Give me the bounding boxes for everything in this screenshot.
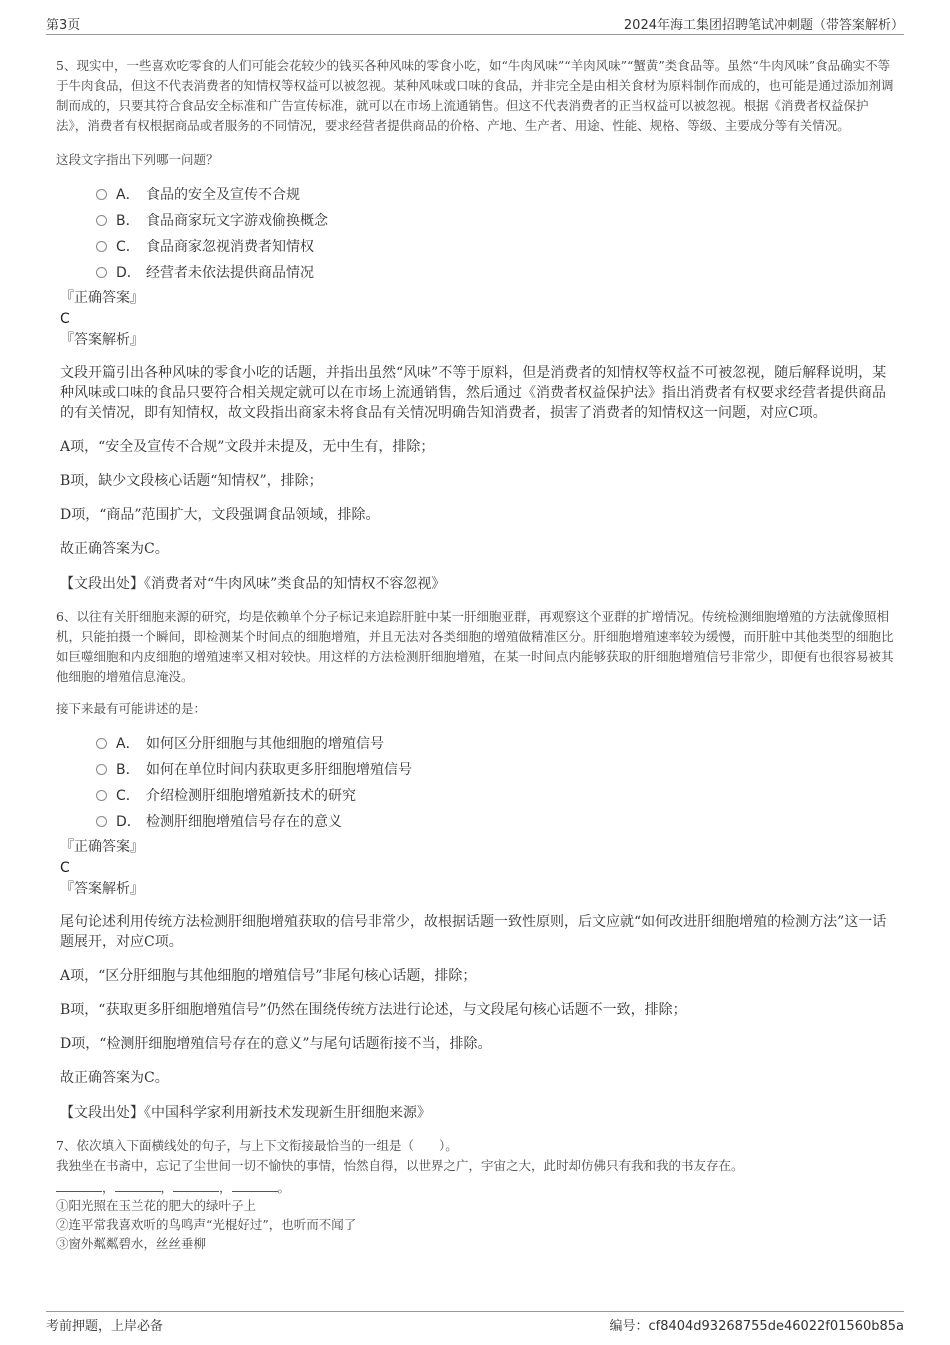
option-d[interactable]: D． 检测肝细胞增殖信号存在的意义 bbox=[96, 809, 894, 835]
sentence-item: ②连平常我喜欢听的鸟鸣声“光棍好过”，也听而不闻了 bbox=[56, 1217, 357, 1232]
page-footer bbox=[46, 1311, 904, 1335]
question-5-text: 5、现实中，一些喜欢吃零食的人们可能会花较少的钱买各种风味的零食小吃，如“牛肉风味”“羊肉风味”“蟹黄”类食品等。虽然“牛肉风味”食品确实不等于牛肉食品，但这不代表消费者的知情权等权益可以被忽视。某种风味或口味的食品，并非完全是由相关食材为原料制作而成的，也可能是通过添加剂调制而成的，只要其符合食品安全标准和广告宣传标准，就可以在市场上流通销售。但这不代表消费者的正当权益可以被忽视。根据《消费者权益保护法》，消费者有权根据商品或者服务的不同情况，要求经营者提供商品的价格、产地、生产者、用途、性能、规格、等级、主要成分等有关情况。 bbox=[56, 58, 894, 133]
analysis-paragraph: D项，“商品”范围扩大，文段强调食品领域，排除。 bbox=[60, 507, 380, 523]
option-b[interactable]: B． 食品商家玩文字游戏偷换概念 bbox=[96, 208, 894, 234]
radio-icon[interactable] bbox=[96, 189, 107, 200]
correct-answer: C bbox=[60, 311, 70, 327]
fill-blanks: ， ， ， 。 bbox=[56, 1178, 894, 1196]
analysis-paragraph: 文段开篇引出各种风味的零食小吃的话题，并指出虽然“风味”不等于原料，但是消费者的知情权等权益不可被忽视，随后解释说明，某种风味或口味的食品只要符合相关规定就可以在市场上流通销售，然后通过《消费者权益保护法》指出消费者有权要求经营者提供商品的有关情况，即有知情权，故文段指出商家未将食品有关情况明确告知消费者，损害了消费者的知情权这一问题，对应C项。 bbox=[60, 365, 887, 421]
page-number: 第3页 bbox=[46, 18, 81, 33]
analysis-label: 『答案解析』 bbox=[60, 881, 144, 897]
radio-icon[interactable] bbox=[96, 764, 107, 775]
analysis-paragraph: D项，“检测肝细胞增殖信号存在的意义”与尾句话题衔接不当，排除。 bbox=[60, 1036, 492, 1052]
answer-label: 『正确答案』 bbox=[60, 839, 144, 855]
blank-line[interactable] bbox=[115, 1179, 161, 1192]
analysis-paragraph: A项，“区分肝细胞与其他细胞的增殖信号”非尾句核心话题，排除； bbox=[60, 968, 477, 984]
analysis-paragraph: B项，“获取更多肝细胞增殖信号”仍然在围绕传统方法进行论述，与文段尾句核心话题不一致，排除； bbox=[60, 1002, 687, 1018]
document-title: 2024年海工集团招聘笔试冲刺题（带答案解析） bbox=[623, 18, 904, 33]
page-header bbox=[46, 14, 904, 35]
question-7-passage: 我独坐在书斋中，忘记了尘世间一切不愉快的事情，怡然自得，以世界之广，宇宙之大，此时却仿佛只有我和我的书友存在。 bbox=[56, 1158, 744, 1173]
option-a[interactable]: A． 食品的安全及宣传不合规 bbox=[96, 182, 894, 208]
page-content bbox=[56, 56, 894, 1253]
sentence-item: ①阳光照在玉兰花的肥大的绿叶子上 bbox=[56, 1198, 257, 1213]
radio-icon[interactable] bbox=[96, 816, 107, 827]
option-c[interactable]: C． 介绍检测肝细胞增殖新技术的研究 bbox=[96, 783, 894, 809]
analysis-paragraph: 故正确答案为C。 bbox=[60, 1070, 169, 1086]
analysis-paragraph: 故正确答案为C。 bbox=[60, 541, 169, 557]
analysis-paragraph: 尾句论述利用传统方法检测肝细胞增殖获取的信号非常少，故根据话题一致性原则，后文应就“如何改进肝细胞增殖的检测方法”这一话题展开，对应C项。 bbox=[60, 914, 887, 950]
analysis-paragraph: A项，“安全及宣传不合规”文段并未提及，无中生有，排除； bbox=[60, 439, 435, 455]
option-a[interactable]: A． 如何区分肝细胞与其他细胞的增殖信号 bbox=[96, 731, 894, 757]
blank-line[interactable] bbox=[173, 1179, 219, 1192]
blank-line[interactable] bbox=[56, 1179, 102, 1192]
document-code: 编号：cf8404d93268755de46022f01560b85a bbox=[609, 1319, 904, 1334]
question-5 bbox=[56, 56, 894, 593]
radio-icon[interactable] bbox=[96, 267, 107, 278]
radio-icon[interactable] bbox=[96, 738, 107, 749]
option-d[interactable]: D． 经营者未依法提供商品情况 bbox=[96, 260, 894, 286]
radio-icon[interactable] bbox=[96, 790, 107, 801]
question-6-prompt: 接下来最有可能讲述的是： bbox=[56, 701, 207, 716]
question-5-prompt: 这段文字指出下列哪一问题？ bbox=[56, 152, 219, 167]
question-6-text: 6、以往有关肝细胞来源的研究，均是依赖单个分子标记来追踪肝脏中某一肝细胞亚群，再观察这个亚群的扩增情况。传统检测细胞增殖的方法就像照相机，只能拍摄一个瞬间，即检测某个时间点的细胞增殖，并且无法对各类细胞的增殖做精准区分。肝细胞增殖速率较为缓慢，而肝脏中其他类型的细胞比如巨噬细胞和内皮细胞的增殖速率又相对较快。用这样的方法检测肝细胞增殖，在某一时间点内能够获取的肝细胞增殖信号非常少，即便有也很容易被其他细胞的增殖信息淹没。 bbox=[56, 609, 894, 684]
footer-slogan: 考前押题，上岸必备 bbox=[46, 1319, 164, 1334]
radio-icon[interactable] bbox=[96, 241, 107, 252]
sentence-item: ③窗外粼粼碧水，丝丝垂柳 bbox=[56, 1236, 207, 1251]
correct-answer: C bbox=[60, 860, 70, 876]
analysis-paragraph: B项，缺少文段核心话题“知情权”，排除； bbox=[60, 473, 323, 489]
question-6 bbox=[56, 607, 894, 1122]
analysis-label: 『答案解析』 bbox=[60, 332, 144, 348]
question-6-options bbox=[96, 731, 894, 835]
option-c[interactable]: C． 食品商家忽视消费者知情权 bbox=[96, 234, 894, 260]
question-7 bbox=[56, 1136, 894, 1253]
radio-icon[interactable] bbox=[96, 215, 107, 226]
text-source: 【文段出处】《消费者对“牛肉风味”类食品的知情权不容忽视》 bbox=[60, 576, 446, 592]
text-source: 【文段出处】《中国科学家利用新技术发现新生肝细胞来源》 bbox=[60, 1105, 431, 1121]
blank-line[interactable] bbox=[232, 1179, 278, 1192]
question-7-text: 7、依次填入下面横线处的句子，与上下文衔接最恰当的一组是（ ）。 bbox=[56, 1138, 458, 1153]
option-b[interactable]: B． 如何在单位时间内获取更多肝细胞增殖信号 bbox=[96, 757, 894, 783]
answer-label: 『正确答案』 bbox=[60, 290, 144, 306]
question-5-options bbox=[96, 182, 894, 286]
